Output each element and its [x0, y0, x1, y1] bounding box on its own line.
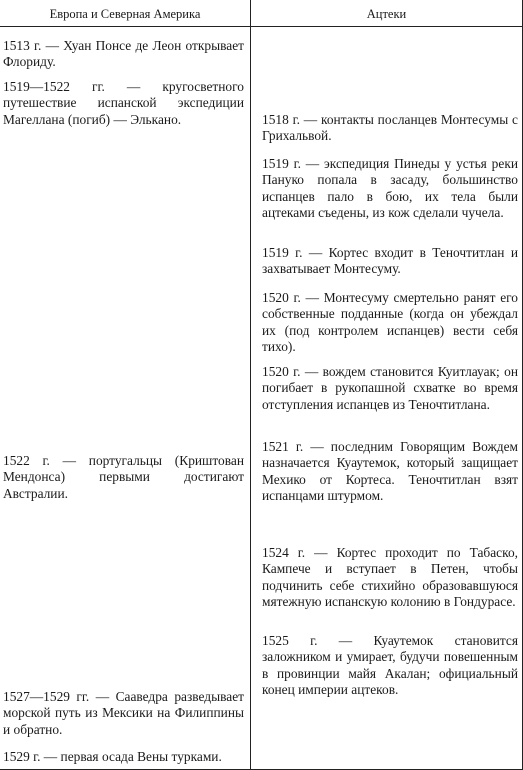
right-entry-1524: 1524 г. — Кортес проходит по Табаско, Кампече и вступает в Петен, чтобы подчинить себе стихийно образовавшуюся мятежную испанскую колонию в Гондурасе. [262, 545, 518, 609]
left-entry-1522: 1522 г. — португальцы (Криштован Мендонса) первыми достигают Австралии. [3, 453, 244, 501]
right-entry-1521: 1521 г. — последним Говорящим Вождем назначается Куаутемок, который защищает Мехико от Кортеса. Теночтитлан взят испанцами штурмом. [262, 439, 518, 503]
right-entry-1520-cuitlahuac: 1520 г. — вождем становится Куитлауак; он погибает в рукопашной схватке во время отступления испанцев из Теночтитлана. [262, 364, 518, 412]
column-divider [250, 0, 251, 770]
left-entry-1513: 1513 г. — Хуан Понсе де Леон открывает Флориду. [3, 38, 244, 70]
right-entry-1518: 1518 г. — контакты посланцев Монтесумы с Грихальвой. [262, 112, 518, 144]
right-entry-1519-cortes: 1519 г. — Кортес входит в Теночтитлан и захватывает Монтесуму. [262, 245, 518, 277]
right-entry-1519-pineda: 1519 г. — экспедиция Пинеды у устья реки Пануко попала в засаду, большинство испанцев пало в бою, их тела были ацтеками съедены, из кож сделали чучела. [262, 156, 518, 220]
column-header-aztecs: Ацтеки [366, 7, 407, 21]
left-entry-1519-1522: 1519—1522 гг. — кругосветного путешествие испанской экспедиции Магеллана (погиб) — Элькано. [3, 79, 244, 127]
column-header-europe-america: Европа и Северная Америка [49, 7, 201, 21]
header-divider [0, 26, 522, 27]
right-entry-1520-montezuma: 1520 г. — Монтесуму смертельно ранят его собственные подданные (когда он убеждал их (под контролем испанцев) вести себя тихо). [262, 290, 518, 354]
left-entry-1529: 1529 г. — первая осада Вены турками. [3, 749, 222, 764]
left-entry-1527-1529: 1527—1529 гг. — Сааведра разведывает морской путь из Мексики на Филиппины и обратно. [3, 689, 244, 737]
right-entry-1525: 1525 г. — Куаутемок становится заложником и умирает, будучи повешенным в провинции майя Акалан; официальный конец империи ацтеков. [262, 633, 518, 697]
